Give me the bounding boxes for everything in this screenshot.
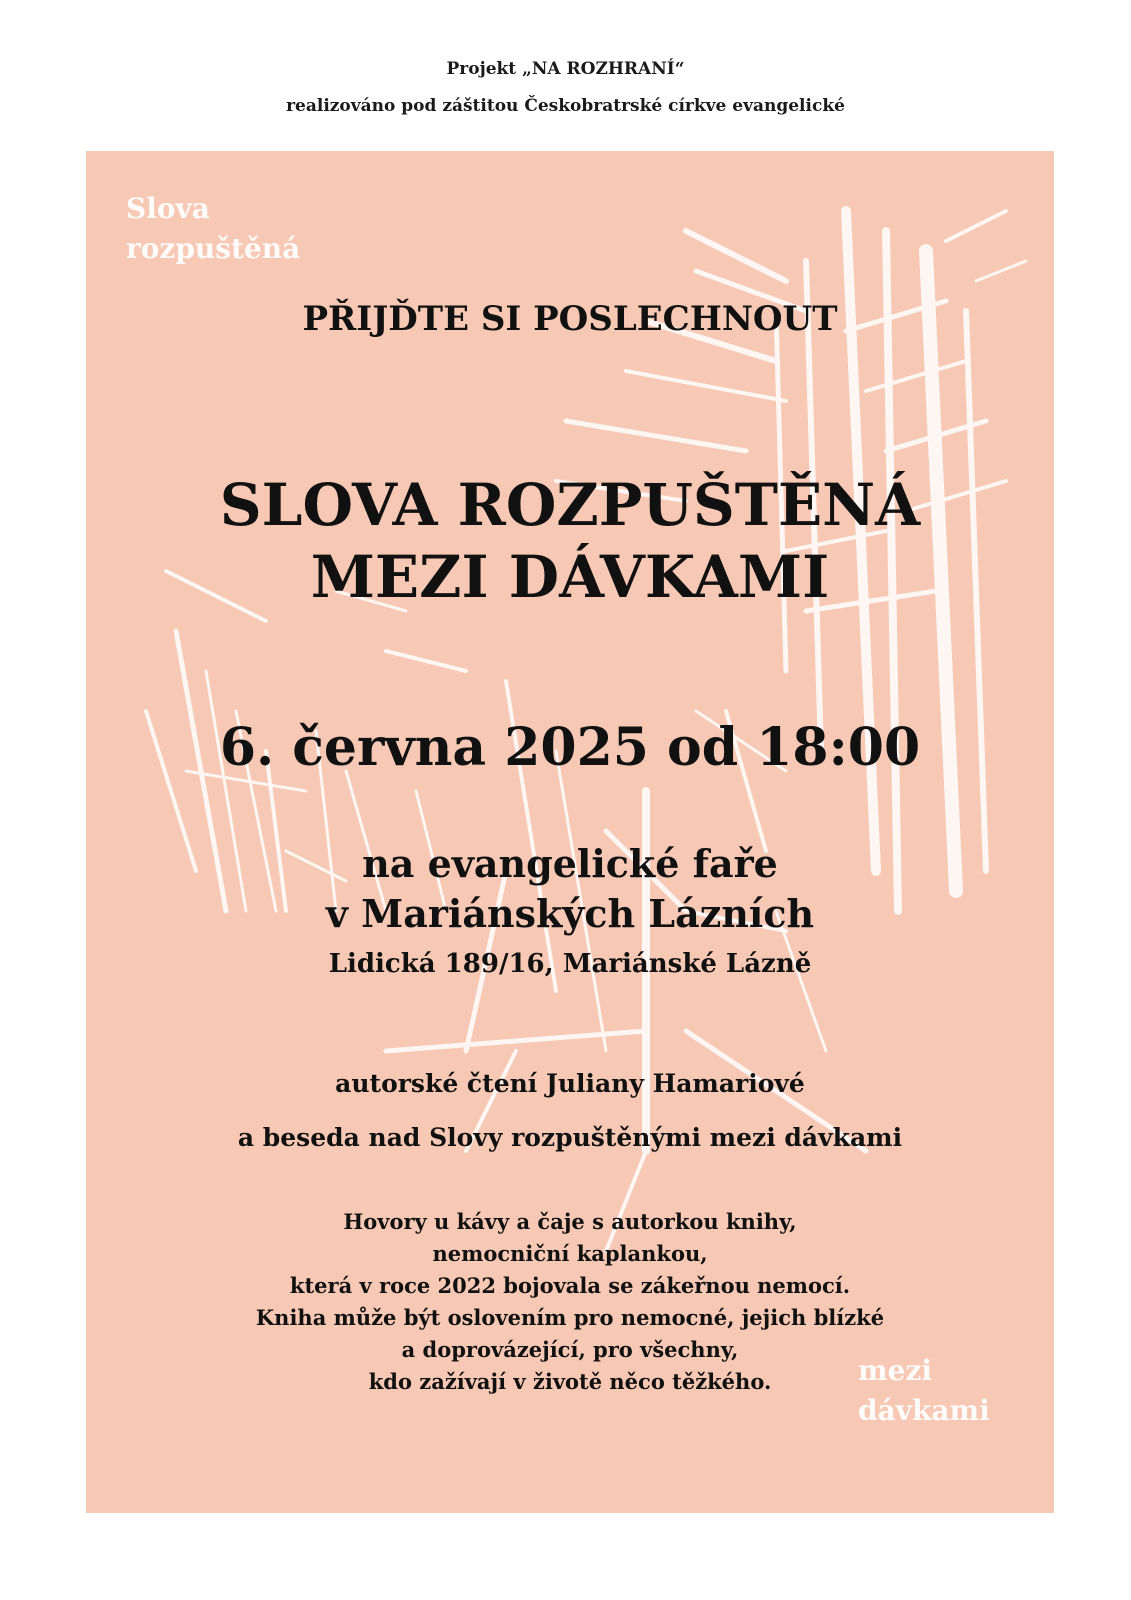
book-title-top-corner bbox=[126, 189, 300, 269]
description-line: Hovory u kávy a čaje s autorkou knihy, bbox=[343, 1209, 797, 1234]
venue-address: Lidická 189/16, Mariánské Lázně bbox=[328, 949, 812, 979]
book-title-word: dávkami bbox=[858, 1394, 990, 1427]
event-title-line2: MEZI DÁVKAMI bbox=[310, 543, 830, 611]
project-title: Projekt „NA ROZHRANÍ“ bbox=[446, 59, 685, 79]
book-title-word: mezi bbox=[858, 1354, 932, 1387]
invitation-heading: PŘIJĎTE SI POSLECHNOUT bbox=[302, 299, 838, 339]
description-line: kdo zažívají v životě něco těžkého. bbox=[368, 1369, 772, 1394]
description-line: nemocniční kaplankou, bbox=[432, 1241, 708, 1266]
book-title-word: Slova bbox=[126, 192, 210, 225]
book-title-word: rozpuštěná bbox=[126, 232, 301, 265]
discussion-info: a beseda nad Slovy rozpuštěnými mezi dávkami bbox=[237, 1123, 903, 1152]
venue-line1: na evangelické faře bbox=[362, 841, 778, 886]
description-line: Kniha může být oslovením pro nemocné, jejich blízké bbox=[255, 1305, 885, 1330]
venue-line2: v Mariánských Lázních bbox=[325, 891, 815, 936]
poster bbox=[86, 151, 1054, 1513]
description-line: která v roce 2022 bojovala se zákeřnou nemocí. bbox=[289, 1273, 851, 1298]
event-title-line1: SLOVA ROZPUŠTĚNÁ bbox=[219, 471, 921, 539]
description-line: a doprovázející, pro všechny, bbox=[401, 1337, 739, 1362]
reading-info: autorské čtení Juliany Hamariové bbox=[335, 1069, 805, 1098]
book-title-bottom-corner bbox=[858, 1351, 990, 1431]
patronage-line: realizováno pod záštitou Českobratrské církve evangelické bbox=[286, 96, 845, 116]
event-date-time: 6. června 2025 od 18:00 bbox=[219, 717, 921, 778]
